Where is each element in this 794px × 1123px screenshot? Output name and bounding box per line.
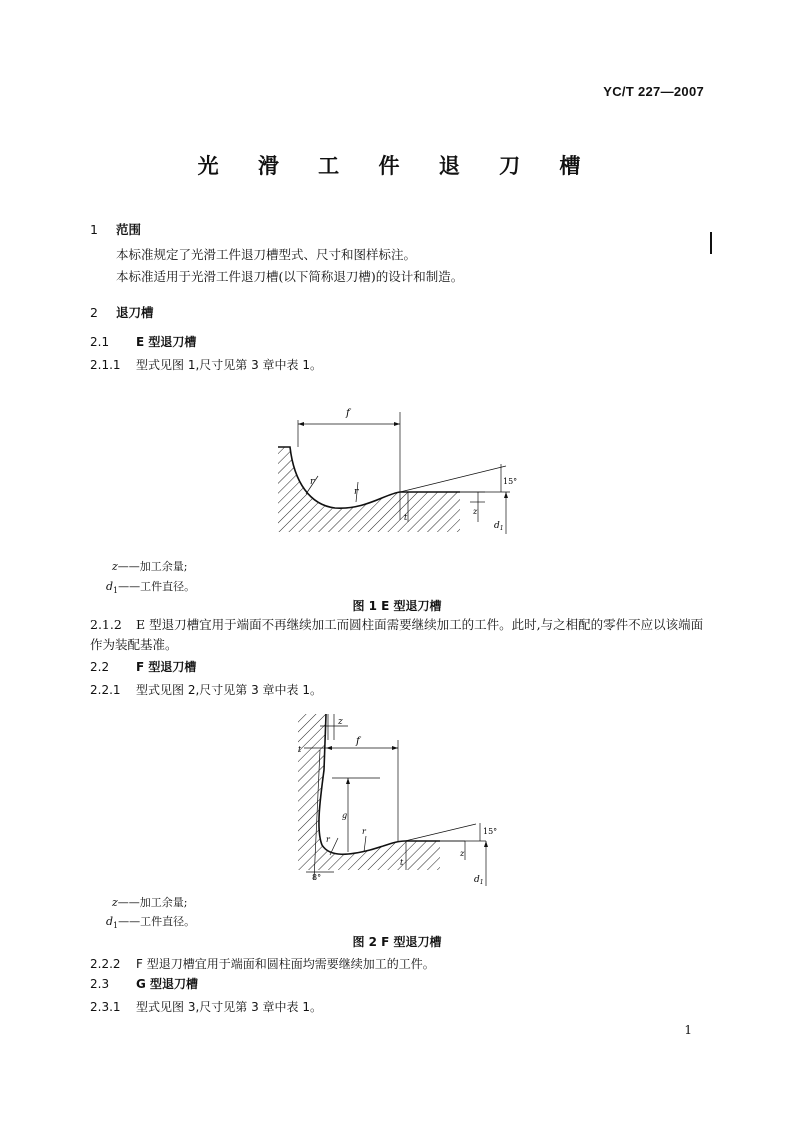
- label-angle: 15°: [503, 477, 518, 486]
- section-title: 退刀槽: [116, 305, 154, 320]
- clause-number: 2.1.1: [90, 358, 121, 372]
- label-r1: r: [326, 835, 330, 844]
- clause-text: F 型退刀槽宜用于端面和圆柱面均需要继续加工的工件。: [136, 957, 435, 971]
- label-r2: r: [362, 827, 366, 836]
- clause-number: 2.2.1: [90, 683, 121, 697]
- figure-2-drawing: [290, 710, 510, 890]
- figure-1-legend-d1: $d_1——$工件直径。: [106, 580, 196, 596]
- label-z: z: [460, 849, 465, 858]
- label-f: f: [346, 408, 350, 419]
- clause-text: 型式见图 1,尺寸见第 3 章中表 1。: [136, 358, 322, 372]
- label-z: z: [473, 507, 478, 516]
- figure-2-legend-d1: $d_1——$工件直径。: [106, 915, 196, 931]
- section-number: 2: [90, 305, 98, 320]
- section-title: F 型退刀槽: [136, 660, 197, 674]
- figure-1-drawing: [270, 402, 530, 542]
- label-angle-8: 8°: [312, 873, 322, 882]
- label-r1: r: [310, 477, 315, 487]
- section-title: 范围: [116, 222, 142, 237]
- section-2-heading: [90, 303, 154, 321]
- page-title: 光 滑 工 件 退 刀 槽: [197, 154, 597, 178]
- standard-code: YC/T 227—2007: [603, 84, 704, 99]
- clause-text: E 型退刀槽宜用于端面不再继续加工而圆柱面需要继续加工的工件。此时,与之相配的零件不应以该端面作为装配基准。: [90, 617, 704, 652]
- section-number: 2.1: [90, 335, 110, 349]
- figure-1-legend-z: z——加工余量;: [112, 560, 188, 573]
- section-title: E 型退刀槽: [136, 335, 197, 349]
- label-t2: t: [298, 745, 302, 754]
- figure-2-legend-z: z——加工余量;: [112, 896, 188, 909]
- clause-number: 2.2.2: [90, 957, 121, 971]
- label-t1: t: [400, 858, 404, 867]
- page-number: 1: [684, 1023, 692, 1037]
- label-d1: $d_1$: [474, 875, 484, 886]
- label-f: f: [356, 736, 360, 747]
- scope-paragraph-2: 本标准适用于光滑工件退刀槽(以下简称退刀槽)的设计和制造。: [116, 269, 464, 284]
- clause-number: 2.3.1: [90, 1000, 121, 1014]
- label-d1: $d_1$: [494, 521, 504, 532]
- label-r2: r: [354, 487, 359, 497]
- clause-2-2-1: [90, 681, 322, 698]
- clause-2-2-2: [90, 955, 435, 972]
- clause-2-1-2: [90, 615, 704, 655]
- section-number: 2.2: [90, 660, 110, 674]
- label-g: g: [342, 811, 348, 820]
- section-number: 2.3: [90, 977, 110, 991]
- clause-2-1-1: [90, 356, 322, 373]
- section-2-2-heading: [90, 658, 196, 675]
- figure-2-caption: 图 2 F 型退刀槽: [352, 935, 442, 949]
- section-number: 1: [90, 222, 98, 237]
- section-2-3-heading: [90, 975, 198, 992]
- revision-bar: [710, 232, 712, 254]
- section-1-heading: [90, 220, 141, 238]
- label-angle: 15°: [483, 827, 498, 836]
- label-z-top: z: [338, 717, 343, 727]
- label-t: t: [404, 513, 408, 522]
- clause-2-3-1: [90, 998, 322, 1015]
- figure-1-caption: 图 1 E 型退刀槽: [352, 599, 442, 613]
- section-title: G 型退刀槽: [136, 977, 199, 991]
- clause-text: 型式见图 3,尺寸见第 3 章中表 1。: [136, 1000, 322, 1014]
- scope-paragraph-1: 本标准规定了光滑工件退刀槽型式、尺寸和图样标注。: [116, 247, 417, 262]
- clause-number: 2.1.2: [90, 617, 122, 632]
- clause-text: 型式见图 2,尺寸见第 3 章中表 1。: [136, 683, 322, 697]
- section-2-1-heading: [90, 333, 196, 350]
